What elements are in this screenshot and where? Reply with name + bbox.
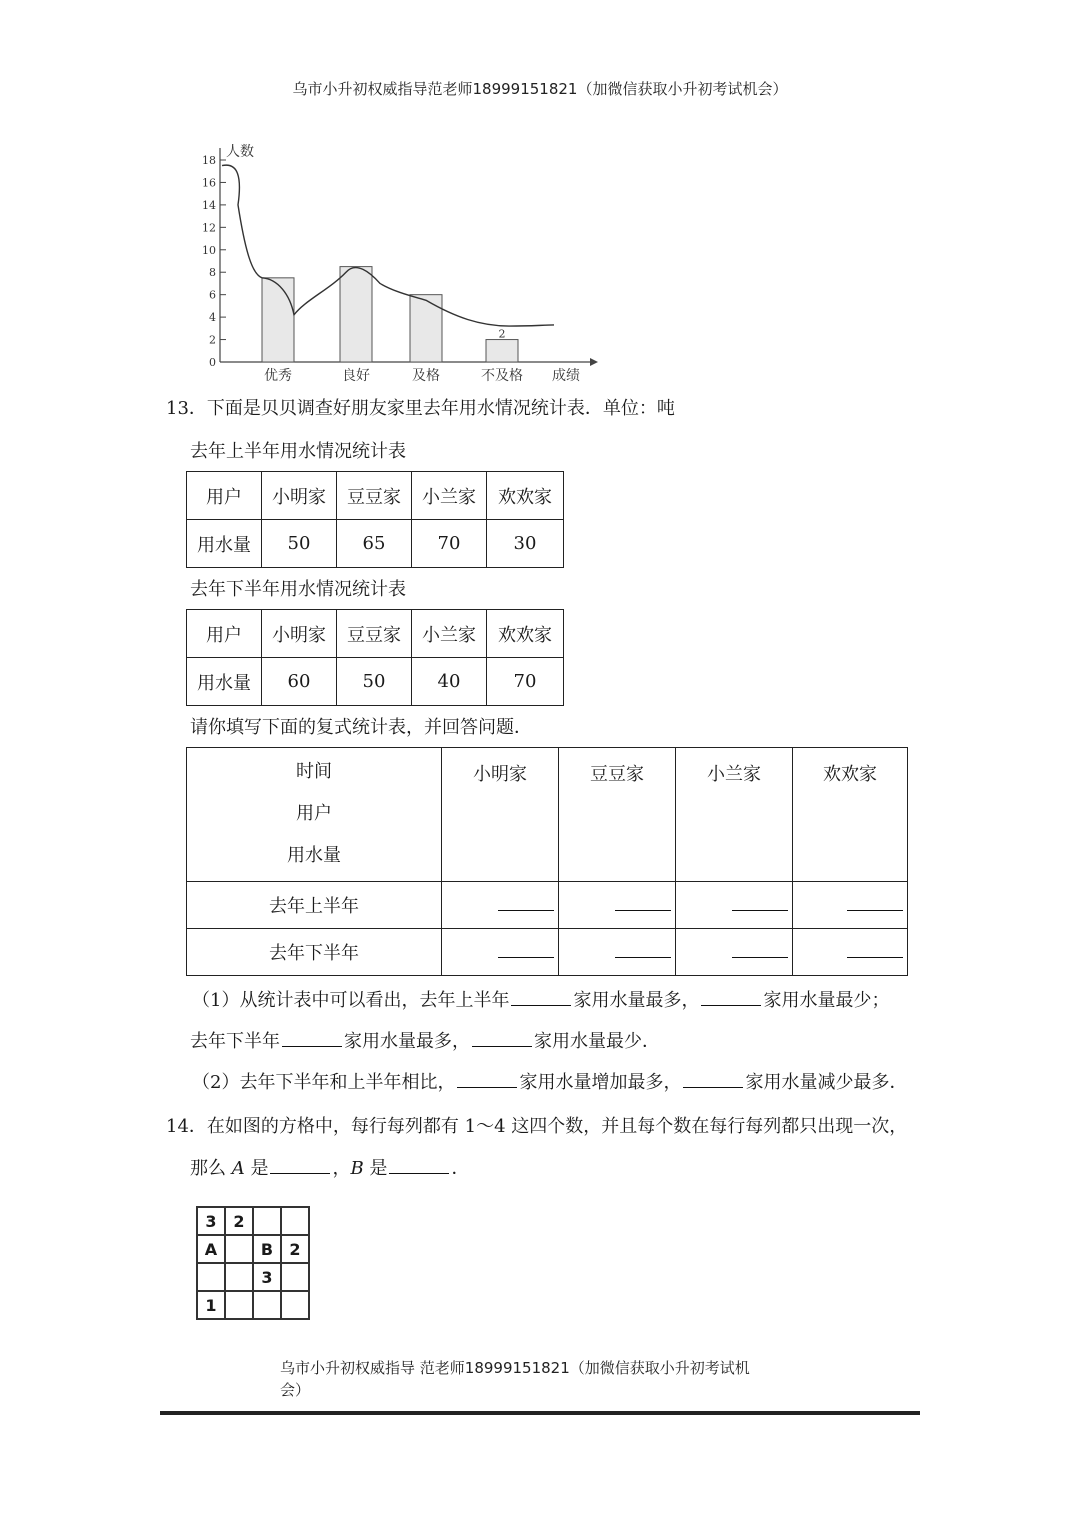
s1c: 家用水量最少； [763,990,890,1011]
header-text-a: 乌市小升初权威指导 [292,80,428,98]
y-tick-label: 2 [209,333,216,347]
answer-blank[interactable] [389,1172,449,1174]
table-second-half [186,609,564,706]
compound-table [186,747,908,976]
grid-cell: A [197,1235,225,1263]
q14-text-c: ， [332,1158,351,1179]
q14-line1: 14．在如图的方格中，每行每列都有 1～4 这四个数，并且每个数在每行每列都只出现一次， [166,1116,908,1137]
x-axis-label: 成绩 [552,368,580,384]
score-chart [180,138,600,388]
compound-blank-cell[interactable] [442,882,559,929]
q13-sub1-line1 [192,988,889,1014]
s2c: 家用水量减少最多． [745,1072,908,1093]
t1-household-1: 小明家 [262,472,337,520]
grid-cell [197,1263,225,1291]
footer-rule [160,1411,920,1415]
s1a: （1）从统计表中可以看出，去年上半年 [192,990,510,1011]
s1e: 家用水量最多， [344,1031,470,1052]
t2-value-1: 60 [262,658,337,706]
compound-blank-cell[interactable] [442,929,559,976]
grid-cell: 3 [253,1263,281,1291]
y-tick-label: 8 [209,266,216,280]
answer-blank[interactable] [270,1172,330,1174]
category-label: 良好 [342,368,370,384]
bar [340,267,372,362]
answer-blank[interactable] [732,956,788,958]
t2-header-water: 用水量 [187,658,262,706]
q14-text-a: 那么 [190,1158,232,1179]
y-tick-label: 6 [209,288,216,302]
grid-cell: 2 [225,1207,253,1235]
answer-blank[interactable] [282,1045,342,1047]
footer-text-d: 会） [280,1381,311,1399]
grid-cell [281,1263,309,1291]
compound-header-cell [187,748,442,882]
compound-household-1: 小明家 [442,748,559,882]
compound-blank-cell[interactable] [676,882,793,929]
compound-blank-cell[interactable] [793,882,908,929]
compound-household-3: 小兰家 [676,748,793,882]
t2-value-2: 50 [337,658,412,706]
s1f: 家用水量最少． [534,1031,660,1052]
bar [486,340,518,362]
table1-caption: 去年上半年用水情况统计表 [190,441,406,462]
grid-cell: B [253,1235,281,1263]
answer-blank[interactable] [847,909,903,911]
var-a: A [231,1158,245,1179]
y-tick-label: 10 [202,243,216,257]
t2-household-1: 小明家 [262,610,337,658]
grid-cell [281,1207,309,1235]
bar [410,295,442,362]
y-tick-label: 12 [202,221,216,235]
bar [262,278,294,362]
compound-blank-cell[interactable] [559,929,676,976]
footer-teacher: 范老师18999151821 [419,1359,570,1377]
y-axis-label: 人数 [226,144,254,160]
grid-cell [225,1291,253,1319]
page-footer [280,1357,800,1401]
grid-cell: 1 [197,1291,225,1319]
q14-line2 [190,1156,469,1182]
q13-prompt: 请你填写下面的复式统计表，并回答问题． [190,717,532,738]
x-axis-arrow [590,358,598,366]
category-label: 及格 [412,368,440,384]
grid-cell [281,1291,309,1319]
compound-row-second-half: 去年下半年 [187,929,442,976]
answer-blank[interactable] [847,956,903,958]
q13-title: 13．下面是贝贝调查好朋友家里去年用水情况统计表．单位：吨 [166,398,675,419]
q13-sub1-line2 [190,1029,660,1055]
t2-header-user: 用户 [187,610,262,658]
t1-household-2: 豆豆家 [337,472,412,520]
answer-blank[interactable] [683,1086,743,1088]
t2-household-2: 豆豆家 [337,610,412,658]
answer-blank[interactable] [732,909,788,911]
compound-household-4: 欢欢家 [793,748,908,882]
answer-blank[interactable] [498,956,554,958]
category-label: 优秀 [264,368,292,384]
y-tick-label: 4 [209,311,216,325]
compound-header-water: 用水量 [287,845,341,866]
compound-header-user: 用户 [296,803,332,824]
q14-text-e: ． [451,1158,470,1179]
page-header [0,78,1080,99]
t2-value-3: 40 [412,658,487,706]
compound-blank-cell[interactable] [676,929,793,976]
y-tick-label: 14 [202,198,216,212]
category-label: 不及格 [481,368,523,384]
q14-text-b: 是 [244,1158,269,1179]
t1-header-user: 用户 [187,472,262,520]
answer-blank[interactable] [615,956,671,958]
s2b: 家用水量增加最多， [519,1072,682,1093]
footer-text-c: （加微信获取小升初考试机 [569,1359,750,1377]
s1b: 家用水量最多， [573,990,700,1011]
table-first-half [186,471,564,568]
q14-text-d: 是 [363,1158,388,1179]
answer-blank[interactable] [457,1086,517,1088]
header-teacher: 范老师18999151821 [427,80,578,98]
t2-value-4: 70 [487,658,564,706]
t1-value-4: 30 [487,520,564,568]
header-text-c: （加微信获取小升初考试机会） [577,80,788,98]
q13-sub2 [192,1070,907,1096]
t1-value-1: 50 [262,520,337,568]
compound-blank-cell[interactable] [793,929,908,976]
y-tick-label: 0 [209,356,216,369]
compound-header-time: 时间 [296,761,332,782]
bar-annotation: 2 [498,327,506,341]
compound-household-2: 豆豆家 [559,748,676,882]
grid-cell [253,1207,281,1235]
table2-caption: 去年下半年用水情况统计表 [190,579,406,600]
answer-blank[interactable] [615,909,671,911]
grid-cell [225,1235,253,1263]
s1d: 去年下半年 [190,1031,280,1052]
t2-household-4: 欢欢家 [487,610,564,658]
compound-row-first-half: 去年上半年 [187,882,442,929]
answer-blank[interactable] [472,1045,532,1047]
latin-square-grid [196,1206,310,1320]
t1-household-3: 小兰家 [412,472,487,520]
t1-value-3: 70 [412,520,487,568]
compound-blank-cell[interactable] [559,882,676,929]
score-chart-svg [180,138,600,388]
grid-cell: 2 [281,1235,309,1263]
y-tick-label: 16 [202,176,216,190]
var-b: B [350,1158,364,1179]
grid-cell [225,1263,253,1291]
t1-value-2: 65 [337,520,412,568]
grid-cell [253,1291,281,1319]
answer-blank[interactable] [701,1004,761,1006]
answer-blank[interactable] [511,1004,571,1006]
t1-header-water: 用水量 [187,520,262,568]
y-tick-label: 18 [202,154,216,167]
answer-blank[interactable] [498,909,554,911]
s2a: （2）去年下半年和上半年相比， [192,1072,456,1093]
t2-household-3: 小兰家 [412,610,487,658]
footer-text-a: 乌市小升初权威指导 [280,1359,420,1377]
grid-cell: 3 [197,1207,225,1235]
t1-household-4: 欢欢家 [487,472,564,520]
